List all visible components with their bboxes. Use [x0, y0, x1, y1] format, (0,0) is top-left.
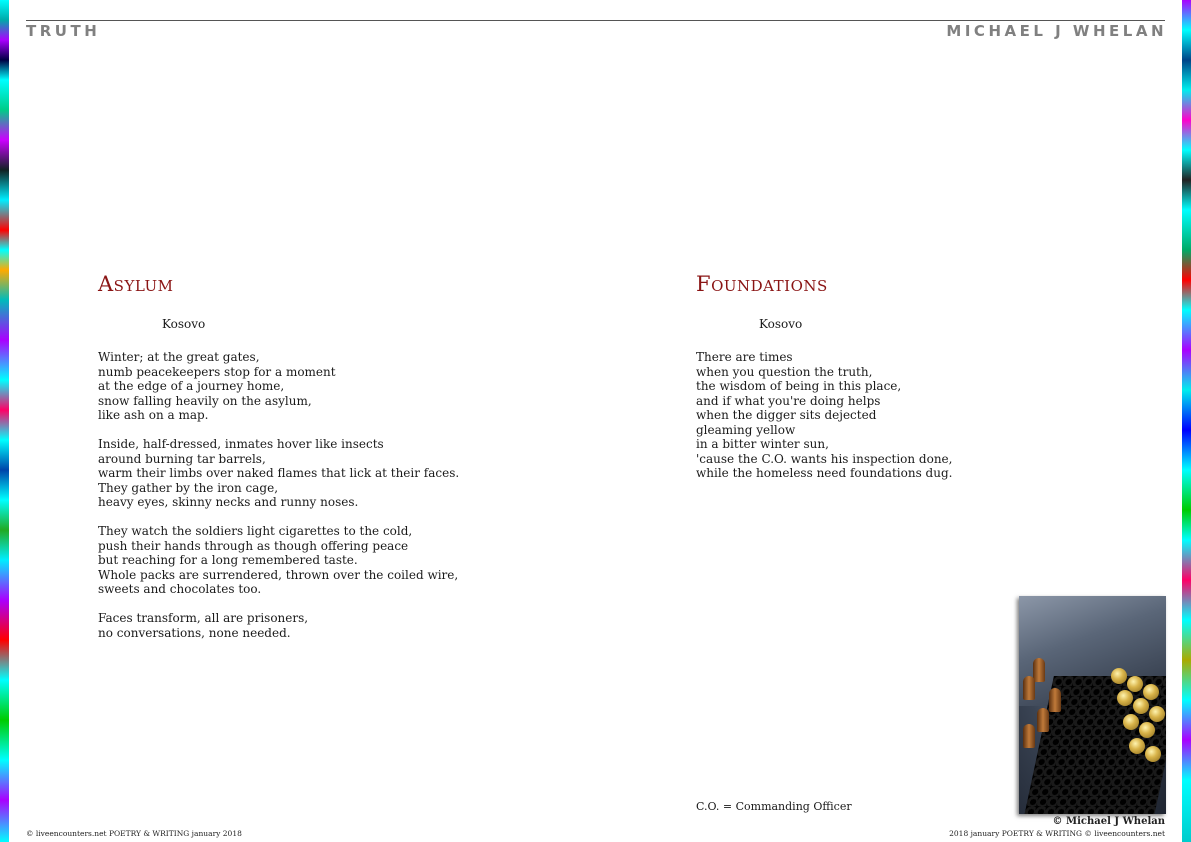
poem-title-foundations: Foundations	[696, 272, 828, 296]
poem-line: around burning tar barrels,	[98, 451, 266, 466]
brass-casing	[1139, 722, 1155, 738]
poem-location-asylum: Kosovo	[162, 317, 206, 331]
poem-line: in a bitter winter sun,	[696, 437, 829, 451]
running-header-left: TRUTH	[26, 22, 101, 40]
poem-line: snow falling heavily on the asylum,	[98, 393, 312, 408]
brass-casing	[1149, 706, 1165, 722]
poem-line: and if what you're doing helps	[696, 393, 881, 408]
poem-location-foundations: Kosovo	[759, 317, 803, 331]
poem-line: like ash on a map.	[98, 408, 209, 422]
stanza	[98, 524, 459, 597]
brass-casing	[1117, 690, 1133, 706]
ammunition-photo	[1019, 596, 1166, 814]
poem-line: when you question the truth,	[696, 364, 873, 379]
poem-line: Whole packs are surrendered, thrown over the coiled wire,	[98, 567, 459, 582]
poem-line: 'cause the C.O. wants his inspection done,	[696, 451, 953, 466]
decorative-strip-left	[0, 0, 9, 842]
poem-line: gleaming yellow	[696, 422, 796, 437]
brass-casing	[1143, 684, 1159, 700]
photo-credit: © Michael J Whelan	[1052, 816, 1165, 827]
poem-line: warm their limbs over naked flames that lick at their faces.	[98, 466, 460, 480]
poem-line: no conversations, none needed.	[98, 625, 291, 640]
bullet-tip	[1049, 688, 1061, 712]
brass-casing	[1129, 738, 1145, 754]
stanza	[98, 437, 459, 510]
brass-casing	[1145, 746, 1161, 762]
poem-line: when the digger sits dejected	[696, 408, 877, 422]
brass-casing	[1123, 714, 1139, 730]
stanza	[98, 611, 459, 640]
poem-line: at the edge of a journey home,	[98, 379, 285, 393]
poem-line: heavy eyes, skinny necks and runny noses.	[98, 495, 359, 509]
brass-casing	[1127, 676, 1143, 692]
footer-right: 2018 january POETRY & WRITING © liveencounters.net	[949, 829, 1165, 838]
poem-line: numb peacekeepers stop for a moment	[98, 364, 336, 379]
bullet-tip	[1023, 724, 1035, 748]
poem-line: Winter; at the great gates,	[98, 350, 260, 364]
poem-line: Inside, half-dressed, inmates hover like insects	[98, 437, 384, 451]
footnote: C.O. = Commanding Officer	[696, 800, 852, 813]
footer-left: © liveencounters.net POETRY & WRITING january 2018	[26, 829, 242, 838]
poem-line: They gather by the iron cage,	[98, 480, 279, 495]
decorative-strip-right	[1182, 0, 1191, 842]
poem-line: while the homeless need foundations dug.	[696, 466, 953, 480]
poem-body-foundations	[696, 350, 952, 495]
running-header-right: MICHAEL J WHELAN	[946, 22, 1167, 40]
brass-casing	[1133, 698, 1149, 714]
poem-line: They watch the soldiers light cigarettes to the cold,	[98, 524, 413, 538]
poem-title-asylum: Asylum	[98, 272, 174, 296]
stanza	[696, 350, 952, 481]
poem-line: push their hands through as though offering peace	[98, 538, 409, 553]
bullet-tip	[1037, 708, 1049, 732]
poem-line: the wisdom of being in this place,	[696, 379, 902, 393]
poem-line: but reaching for a long remembered taste.	[98, 553, 358, 567]
poem-line: There are times	[696, 350, 793, 364]
stanza	[98, 350, 459, 423]
bullet-tip	[1033, 658, 1045, 682]
poem-body-asylum	[98, 350, 459, 655]
header-rule	[26, 20, 1165, 21]
poem-line: Faces transform, all are prisoners,	[98, 611, 309, 625]
bullet-tip	[1023, 676, 1035, 700]
brass-casing	[1111, 668, 1127, 684]
poem-line: sweets and chocolates too.	[98, 582, 262, 596]
